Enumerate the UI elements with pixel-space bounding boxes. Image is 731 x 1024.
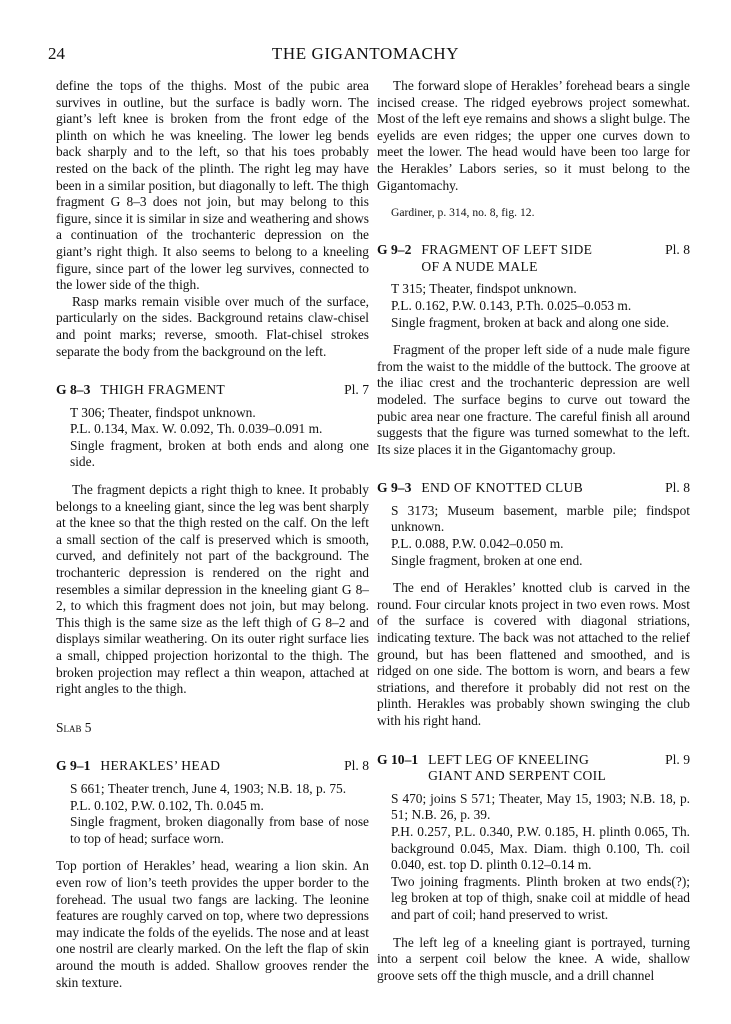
dimensions-line: P.L. 0.088, P.W. 0.042–0.050 m. (391, 536, 564, 552)
inventory-line: T 315; Theater, findspot unknown. (391, 281, 577, 297)
dimensions-line: P.L. 0.162, P.W. 0.143, P.Th. 0.025–0.053 m. (391, 297, 632, 313)
paragraph: Top portion of Herakles’ head, wearing a lion skin. An even row of lion’s teeth provides the upper border to the forehead. The usual two fangs are lacking. The leonine features are roughly carved on top, where two depressions may indicate the folds of the eyelids. The nose and at least one nostril are clearly marked. On the left the flap of skin around the mouth is added. Shallow grooves render the skin texture. (56, 858, 369, 990)
catalogue-details (56, 405, 369, 471)
dimensions-line: P.H. 0.257, P.L. 0.340, P.W. 0.185, H. plinth 0.065, Th. background 0.045, Max. Diam. thigh 0.100, Th. coil 0.040, est. top D. plinth 0.12–0.14 m. (391, 823, 690, 873)
catalogue-details (377, 503, 690, 569)
condition-line: Single fragment, broken at back and along one side. (391, 314, 670, 330)
catalogue-details (56, 781, 369, 847)
entry-id: G 9–1 (56, 758, 91, 774)
condition-line: Single fragment, broken at one end. (391, 552, 583, 568)
paragraph: The end of Herakles’ knotted club is carved in the round. Four circular knots project in two even rows. Most of the surface is covered with diagonal striations, indicating texture. The back was not attached to the relief ground, but has been flattened and smoothed, and is ridged on one side. The bottom is worn, and bears a few striations, and therefore it probably did not rest on the plinth. Herakles was probably shown swinging the club with his right hand. (377, 580, 690, 728)
page-number: 24 (48, 44, 65, 63)
inventory-line: S 661; Theater trench, June 4, 1903; N.B. 18, p. 75. (70, 780, 347, 796)
paragraph: The left leg of a kneeling giant is portrayed, turning into a serpent coil below the knee. A wide, shallow groove sets off the thigh muscle, and a drill channel (377, 934, 690, 983)
page-header (0, 44, 731, 66)
dimensions-line: P.L. 0.134, Max. W. 0.092, Th. 0.039–0.091 m. (70, 421, 323, 437)
catalogue-heading (56, 382, 369, 399)
inventory-line: S 470; joins S 571; Theater, May 15, 1903; N.B. 18, p. 51; N.B. 26, p. 39. (391, 790, 690, 823)
entry-id: G 10–1 (377, 751, 419, 767)
dimensions-line: P.L. 0.102, P.W. 0.102, Th. 0.045 m. (70, 797, 264, 813)
entry-id: G 9–3 (377, 480, 412, 496)
catalogue-heading (56, 758, 369, 775)
inventory-line: S 3173; Museum basement, marble pile; findspot unknown. (391, 502, 690, 535)
entry-title: END OF KNOTTED CLUB (421, 480, 584, 496)
catalogue-heading (377, 242, 690, 275)
inventory-line: T 306; Theater, findspot unknown. (70, 404, 256, 420)
paragraph: Rasp marks remain visible over much of the surface, particularly on the sides. Background retains claw-chisel and point marks; reverse, smooth. Flat-chisel strokes separate the body from the background on the left. (56, 293, 369, 359)
entry-title: LEFT LEG OF KNEELING GIANT AND SERPENT COIL (428, 751, 607, 784)
entry-title: FRAGMENT OF LEFT SIDE OF A NUDE MALE (421, 242, 593, 274)
paragraph: The fragment depicts a right thigh to knee. It probably belongs to a kneeling giant, since the leg was bent sharply at the knee so that the thigh rested on the calf. On the left a small section of the calf is preserved which is smooth, curved, and definitely not part of the background. The trochanteric depression is rendered on the right and resembles a similar depression in the kneeling giant G 8–2, to which this fragment does not join, but may belong. This thigh is the same size as the left thigh of G 8–2 and displays similar weathering. On its outer right surface lies a small, chipped projection horizontal to the thigh. The broken projection may reflect a thin weapon, attached at right angles to the thigh. (56, 482, 369, 697)
catalogue-heading (377, 752, 690, 785)
condition-line: Single fragment, broken at both ends and along one side. (70, 437, 369, 470)
catalogue-details (377, 791, 690, 924)
entry-title: THIGH FRAGMENT (100, 382, 226, 398)
paragraph: define the tops of the thighs. Most of the pubic area survives in outline, but the surface is badly worn. The giant’s left knee is broken from the front edge of the plinth on which he was kneeling. The lower leg bends back sharply and to the left, so that his toes probably rested on the back of the plinth. The right leg may have been in a similar position, but diagonally to left. The thigh fragment G 8–3 does not join, but may belong to this figure, since it is similar in size and weathering and shows a continuation of the trochanteric depression on the giant’s right thigh. It also seems to belong to a kneeling figure, since part of the lower leg survives, connected to the lower side of the thigh. (56, 78, 369, 293)
left-column (56, 78, 369, 991)
paragraph: Fragment of the proper left side of a nude male figure from the waist to the middle of the buttock. The groove at the iliac crest and the trochanteric depression are well modeled. The surface begins to curve out toward the pubic area near one fracture. The careful finish all around suggests that the figure was turned somewhat to the left. Its size places it in the Gigantomachy group. (377, 342, 690, 457)
plate-ref: Pl. 8 (344, 758, 369, 774)
condition-line: Two joining fragments. Plinth broken at two ends(?); leg broken at top of thigh, snake coil at middle of head and part of coil; hand preserved to wrist. (391, 873, 690, 922)
section-label: Slab 5 (56, 719, 92, 735)
entry-id: G 9–2 (377, 242, 412, 258)
running-title: THE GIGANTOMACHY (271, 44, 460, 63)
right-column (377, 78, 690, 984)
plate-ref: Pl. 7 (344, 382, 369, 398)
condition-line: Single fragment, broken diagonally from base of nose to top of head; surface worn. (70, 814, 369, 846)
paragraph: The forward slope of Herakles’ forehead bears a single incised crease. The ridged eyebrows project somewhat. Most of the left eye remains and shows a slight bulge. The eyelids are even ridges; the upper one curves down to meet the lower. The head would have been too large for the Herakles’ Labors series, so it must belong to the Gigantomachy. (377, 78, 690, 193)
plate-ref: Pl. 8 (665, 242, 690, 258)
plate-ref: Pl. 9 (665, 751, 690, 767)
catalogue-heading (377, 480, 690, 497)
entry-title: HERAKLES’ HEAD (100, 758, 221, 774)
entry-id: G 8–3 (56, 382, 91, 398)
bibliography: Gardiner, p. 314, no. 8, fig. 12. (391, 206, 535, 220)
catalogue-details (377, 281, 690, 331)
plate-ref: Pl. 8 (665, 480, 690, 496)
